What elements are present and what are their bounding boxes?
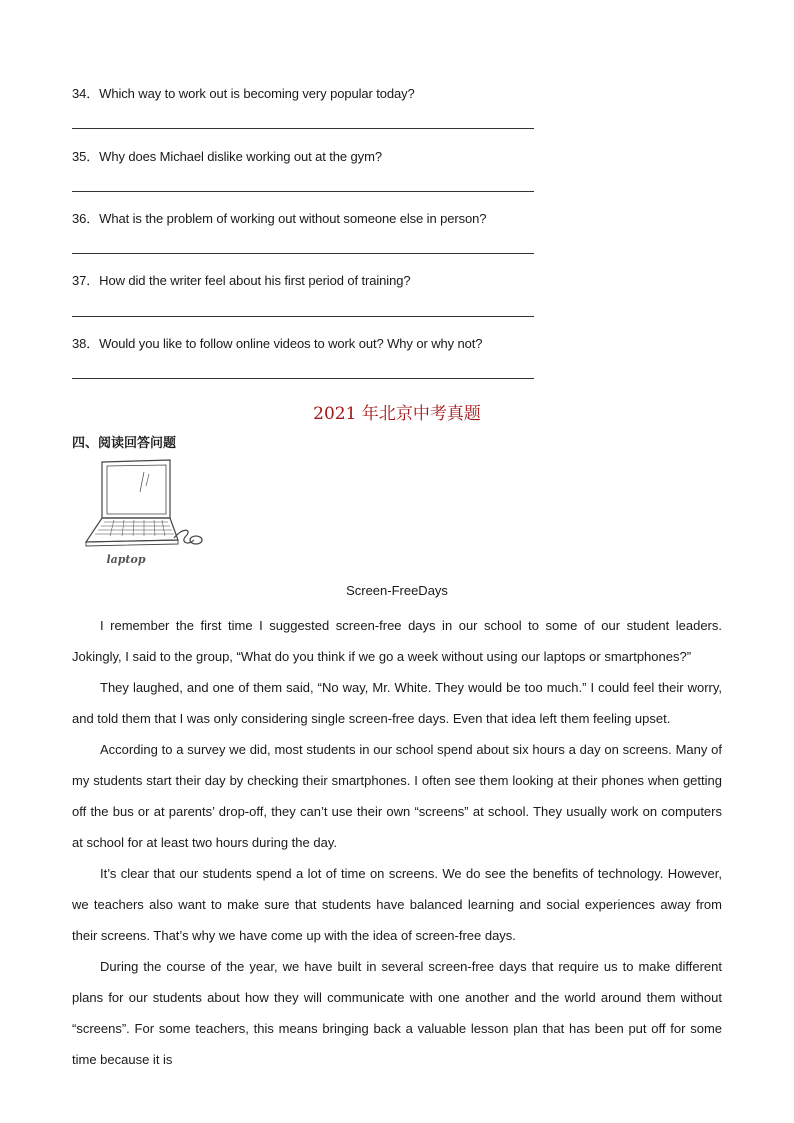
passage-body [72,610,722,1075]
paragraph-5: During the course of the year, we have built in several screen-free days that require us to make different plans for our students about how they will communicate with one another and the world around them without “screens”. For some teachers, this means bringing back a valuable lesson plan that has been put off for some time because it is [72,959,722,1067]
answer-line-38[interactable] [72,378,534,379]
question-text: What is the problem of working out without someone else in person? [99,211,487,226]
answer-line-34[interactable] [72,128,534,129]
paragraph-2: They laughed, and one of them said, “No way, Mr. White. They would be too much.” I could feel their worry, and told them that I was only considering single screen-free days. Even that idea left them feeling upset. [72,680,722,726]
laptop-illustration [74,456,206,568]
question-text: Why does Michael dislike working out at the gym? [99,149,382,164]
question-number: 34． [72,86,100,101]
paragraph-3: According to a survey we did, most students in our school spend about six hours a day on screens. Many of my students start their day by checking their smartphones. I often see them looking at their phones when getting off the bus or at parents’ drop-off, they can’t use their own “screens” at school. They usually work on computers at school for at least two hours during the day. [72,742,722,850]
question-35 [72,146,382,165]
question-37 [72,270,411,289]
question-number: 38． [72,336,100,351]
answer-line-35[interactable] [72,191,534,192]
answer-line-36[interactable] [72,253,534,254]
laptop-icon [86,460,202,546]
paragraph-4: It’s clear that our students spend a lot of time on screens. We do see the benefits of technology. However, we teachers also want to make sure that students have balanced learning and social experiences away from their screens. That’s why we have come up with the idea of screen-free days. [72,866,722,943]
question-text: Which way to work out is becoming very popular today? [99,86,415,101]
question-36 [72,208,486,227]
question-number: 36． [72,211,100,226]
answer-line-37[interactable] [72,316,534,317]
question-34 [72,83,415,102]
exam-title: 2021 年北京中考真题 [313,404,481,424]
laptop-caption: laptop [106,553,146,566]
paragraph-1: I remember the first time I suggested screen-free days in our school to some of our student leaders. Jokingly, I said to the group, “What do you think if we go a week without using our laptops or smartphones?” [72,618,722,664]
passage-title: Screen-FreeDays [346,583,448,598]
question-number: 35． [72,149,100,164]
section-heading: 四、阅读回答问题 [72,436,177,451]
question-38 [72,333,482,352]
question-text: How did the writer feel about his first period of training? [99,273,411,288]
question-number: 37． [72,273,100,288]
question-text: Would you like to follow online videos to work out? Why or why not? [99,336,483,351]
